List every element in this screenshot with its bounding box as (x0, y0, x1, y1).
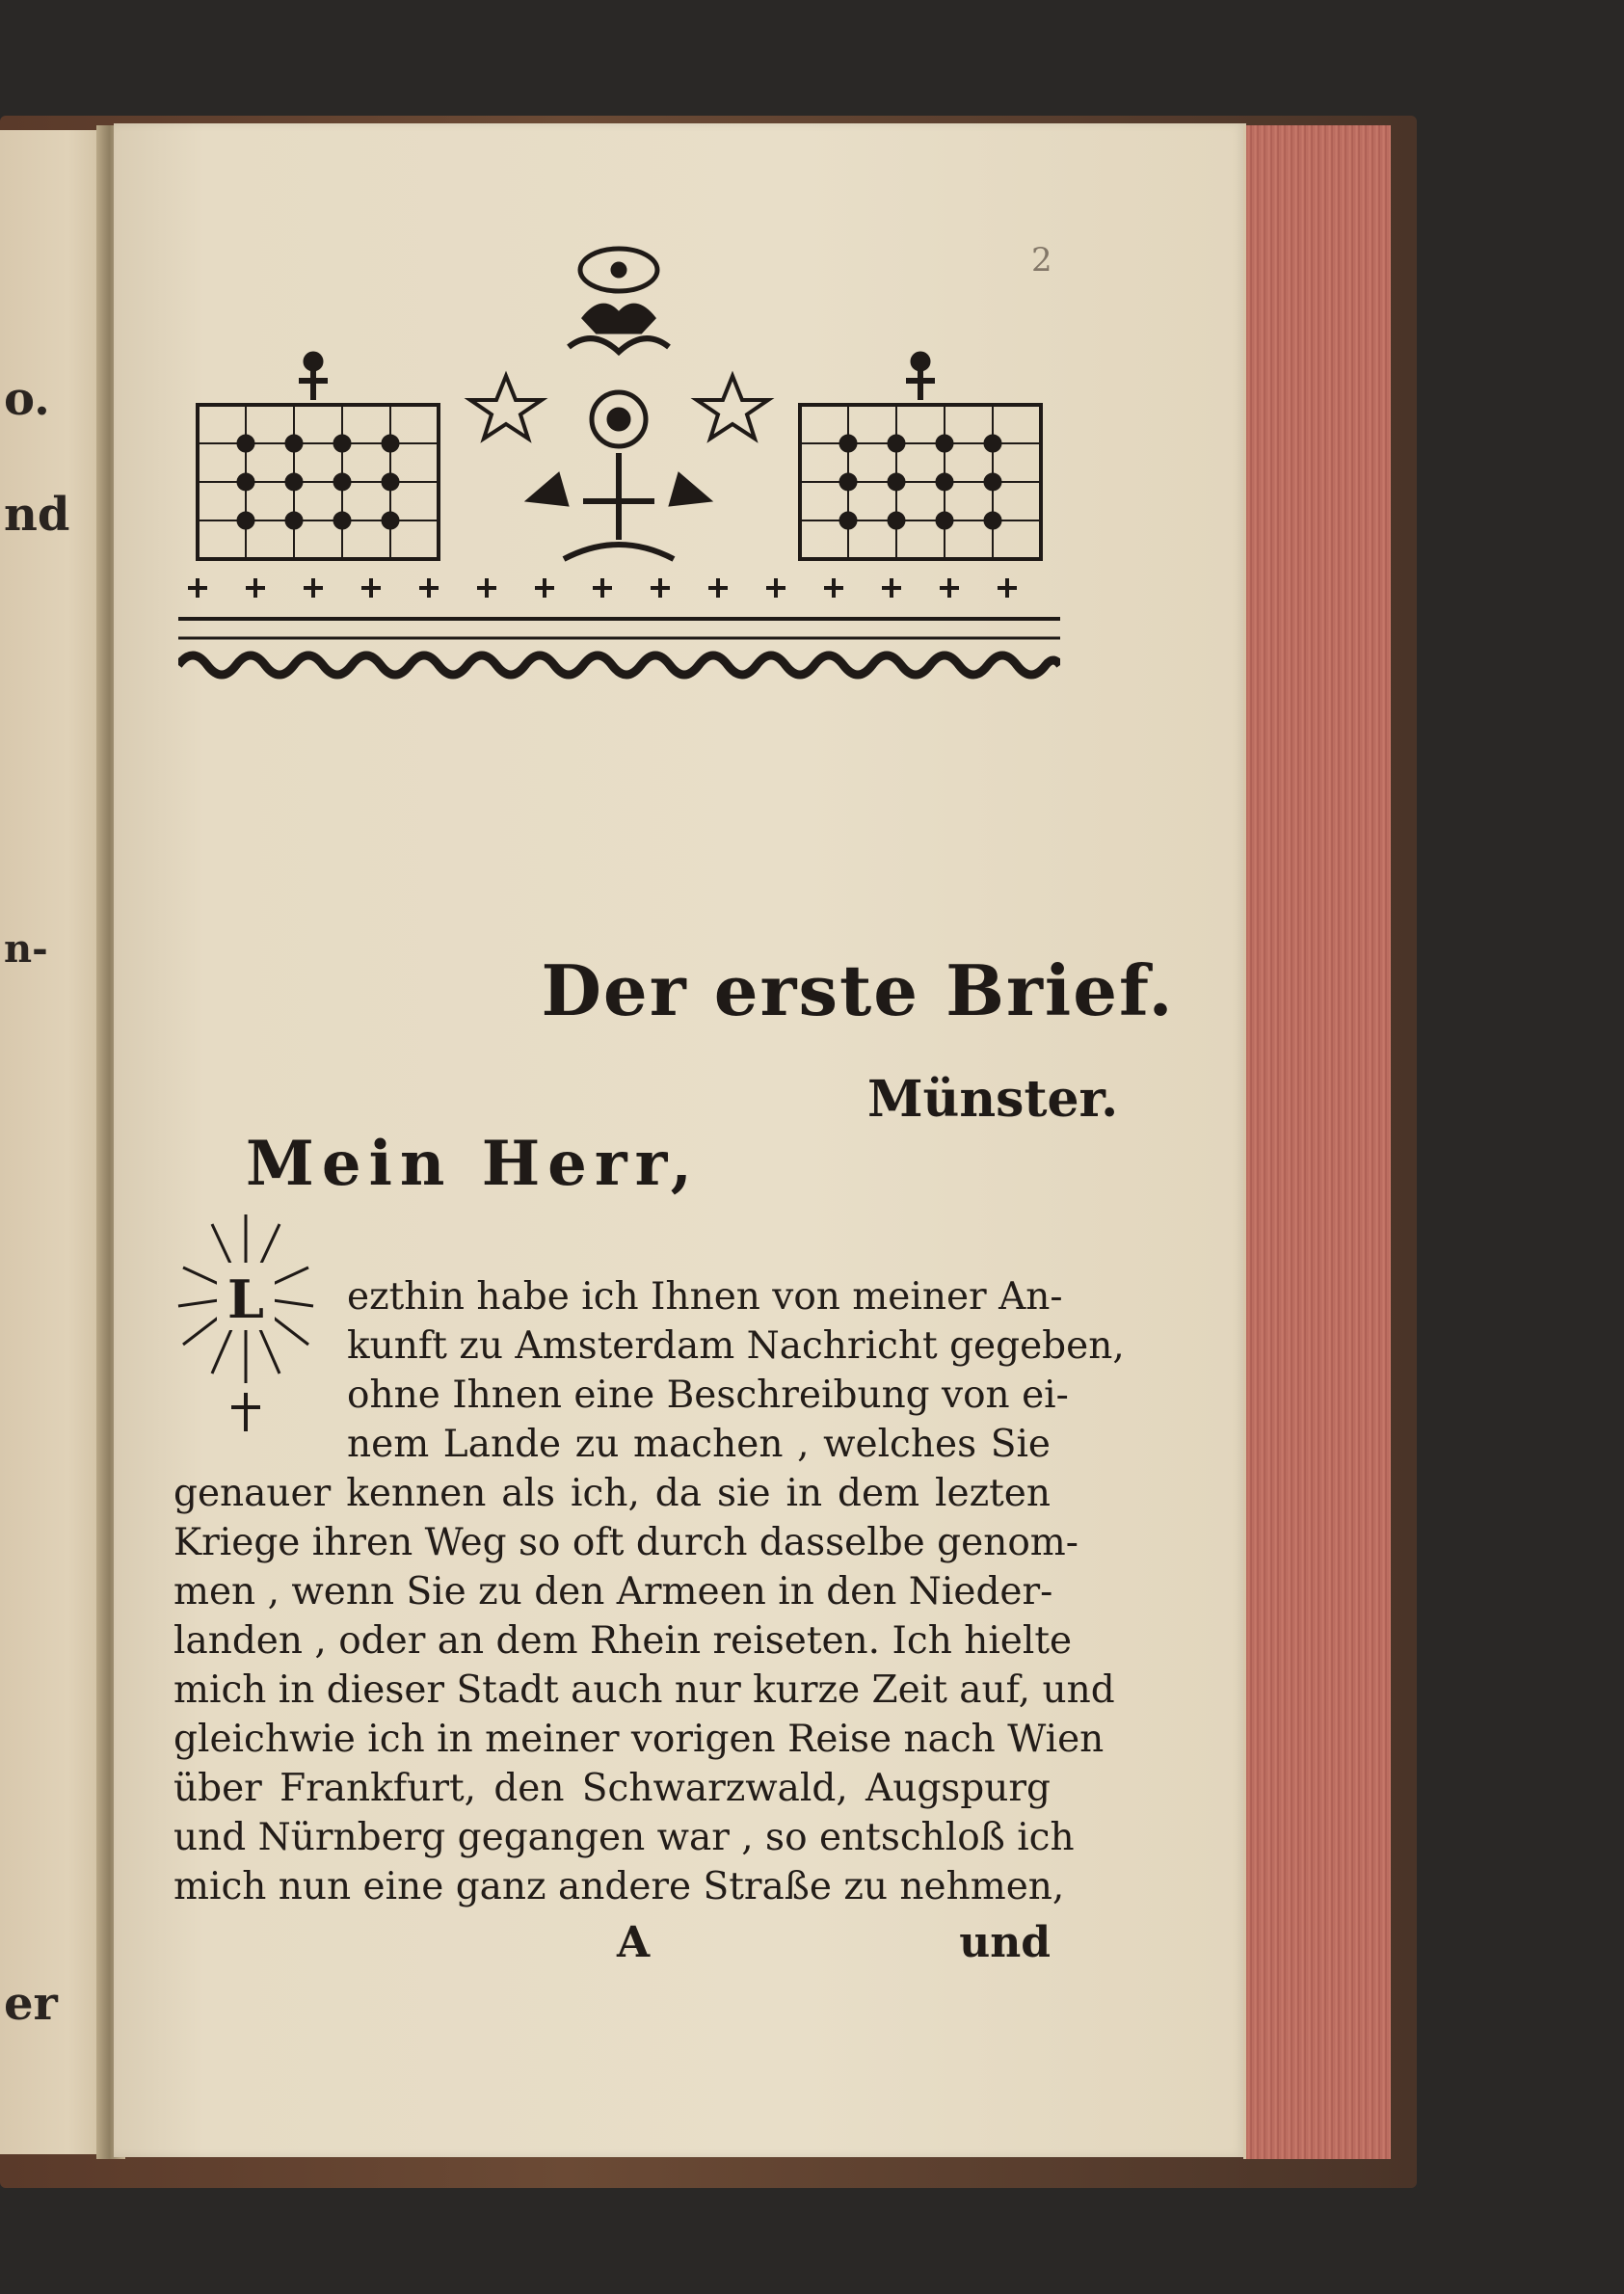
body-line: landen , oder an dem Rhein reiseten. Ich hielte (173, 1619, 1073, 1663)
crown-ornament (569, 249, 669, 352)
fleuron-row (188, 578, 1017, 598)
body-line: genauer kennen als ich, da sie in dem lezten (173, 1472, 1051, 1515)
scalloped-border (178, 655, 1060, 675)
body-line: über Frankfurt, den Schwarzwald, Augspurg (173, 1767, 1051, 1810)
page-edges (1243, 125, 1391, 2159)
left-page-fragment: n- (4, 926, 48, 972)
letter-body (173, 1272, 1125, 1911)
right-lattice-ornament (800, 352, 1041, 559)
body-line: kunft zu Amsterdam Nachricht gegeben, (347, 1324, 1125, 1368)
body-line: gleichwie ich in meiner vorigen Reise nach Wien (173, 1718, 1105, 1761)
page-number: 2 (1031, 241, 1052, 280)
ornamental-headpiece (178, 241, 1060, 694)
body-line: mich in dieser Stadt auch nur kurze Zeit auf, und (173, 1668, 1115, 1712)
body-line: men , wenn Sie zu den Armeen in den Nieder- (173, 1570, 1053, 1614)
body-line: ezthin habe ich Ihnen von meiner An- (347, 1275, 1063, 1319)
body-line: Kriege ihren Weg so oft durch dasselbe genom- (173, 1521, 1078, 1564)
body-line: mich nun eine ganz andere Straße zu nehmen, (173, 1865, 1065, 1908)
signature-mark: A (617, 1918, 651, 1967)
initial-letter: L (227, 1268, 264, 1330)
place-heading: Münster. (867, 1070, 1119, 1129)
catchword: und (959, 1918, 1051, 1967)
left-page-fragment: er (4, 1977, 58, 2031)
body-line: ohne Ihnen eine Beschreibung von ei- (347, 1374, 1069, 1417)
left-lattice-ornament (198, 352, 439, 559)
left-page-fragment: nd (4, 488, 70, 542)
center-star-ornament (470, 376, 768, 559)
body-line: und Nürnberg gegangen war , so entschloß ich (173, 1816, 1075, 1859)
letter-title: Der erste Brief. (541, 949, 1175, 1031)
salutation: Mein Herr, (246, 1128, 700, 1200)
left-page-fragment: o. (4, 372, 50, 426)
body-line: nem Lande zu machen , welches Sie (347, 1423, 1051, 1466)
